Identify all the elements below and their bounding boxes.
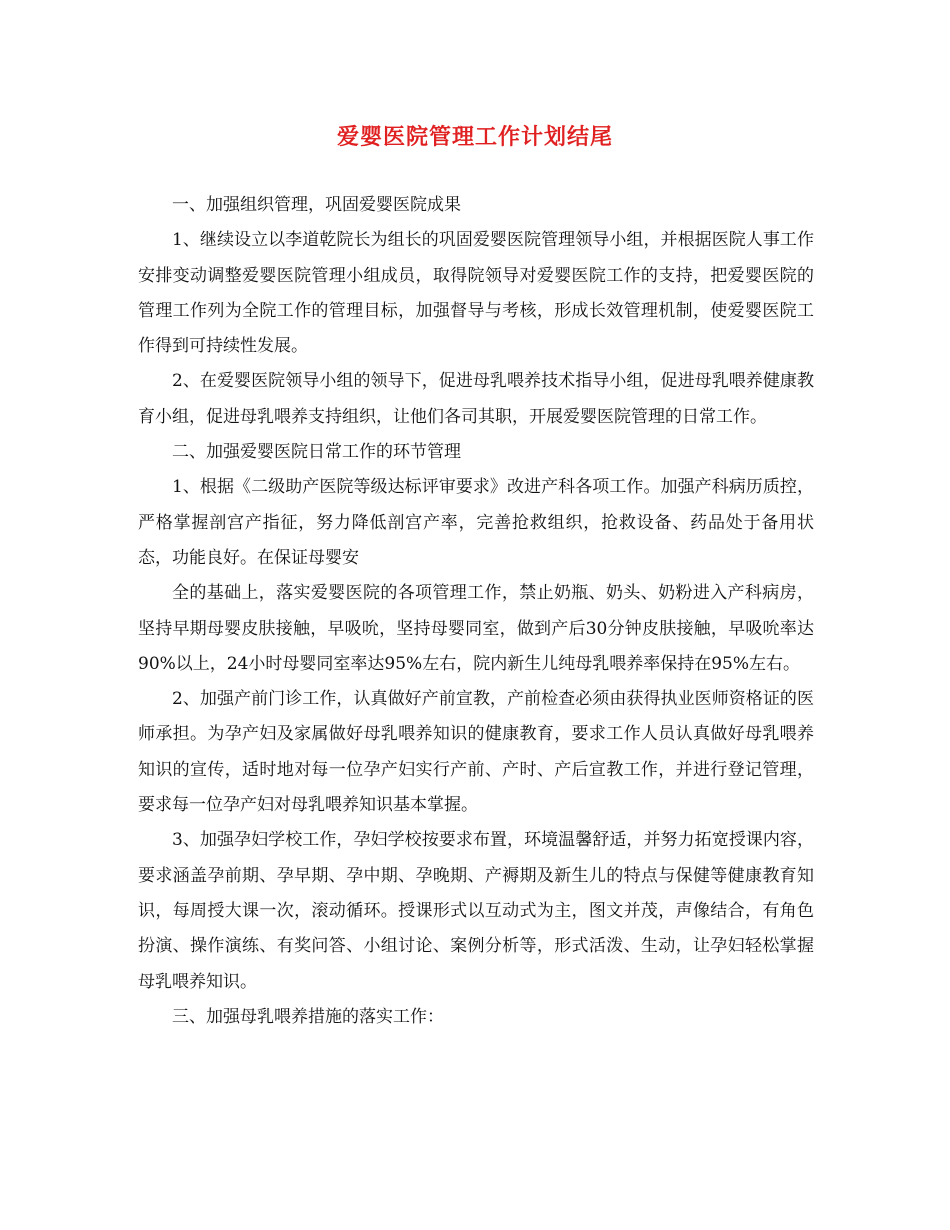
section-heading-2: 二、加强爱婴医院日常工作的环节管理 bbox=[172, 442, 461, 463]
paragraph: 全的基础上，落实爱婴医院的各项管理工作，禁止奶瓶、奶头、奶粉进入产科病房，坚持早期母婴皮肤接触，早吸吮，坚持母婴同室，做到产后30分钟皮肤接触，早吸吮率达90%以上，24小时母婴同室率达95%左右，院内新生儿纯母乳喂养率保持在95%左右。 bbox=[138, 583, 814, 674]
paragraph: 1、继续设立以李道乾院长为组长的巩固爱婴医院管理领导小组，并根据医院人事工作安排变动调整爱婴医院管理小组成员，取得院领导对爱婴医院工作的支持，把爱婴医院的管理工作列为全院工作的管理目标，加强督导与考核，形成长效管理机制，使爱婴医院工作得到可持续性发展。 bbox=[138, 230, 814, 357]
paragraph: 1、根据《二级助产医院等级达标评审要求》改进产科各项工作。加强产科病历质控，严格掌握剖宫产指征，努力降低剖宫产率，完善抢救组织，抢救设备、药品处于备用状态，功能良好。在保证母婴安 bbox=[138, 477, 814, 568]
paragraph: 3、加强孕妇学校工作，孕妇学校按要求布置，环境温馨舒适，并努力拓宽授课内容，要求涵盖孕前期、孕早期、孕中期、孕晚期、产褥期及新生儿的特点与保健等健康教育知识，每周授大课一次，滚动循环。授课形式以互动式为主，图文并茂，声像结合，有角色扮演、操作演练、有奖问答、小组讨论、案例分析等，形式活泼、生动，让孕妇轻松掌握母乳喂养知识。 bbox=[138, 830, 814, 992]
page-title: 爱婴医院管理工作计划结尾 bbox=[336, 124, 613, 150]
paragraph: 2、加强产前门诊工作，认真做好产前宣教，产前检查必须由获得执业医师资格证的医师承担。为孕产妇及家属做好母乳喂养知识的健康教育，要求工作人员认真做好母乳喂养知识的宣传，适时地对每一位孕产妇实行产前、产时、产后宣教工作，并进行登记管理，要求每一位孕产妇对母乳喂养知识基本掌握。 bbox=[138, 689, 814, 816]
document-body bbox=[138, 188, 814, 1035]
paragraph: 2、在爱婴医院领导小组的领导下，促进母乳喂养技术指导小组，促进母乳喂养健康教育小组，促进母乳喂养支持组织，让他们各司其职，开展爱婴医院管理的日常工作。 bbox=[138, 371, 814, 427]
section-heading-3: 三、加强母乳喂养措施的落实工作： bbox=[172, 1006, 444, 1027]
section-heading-1: 一、加强组织管理，巩固爱婴医院成果 bbox=[172, 195, 461, 215]
